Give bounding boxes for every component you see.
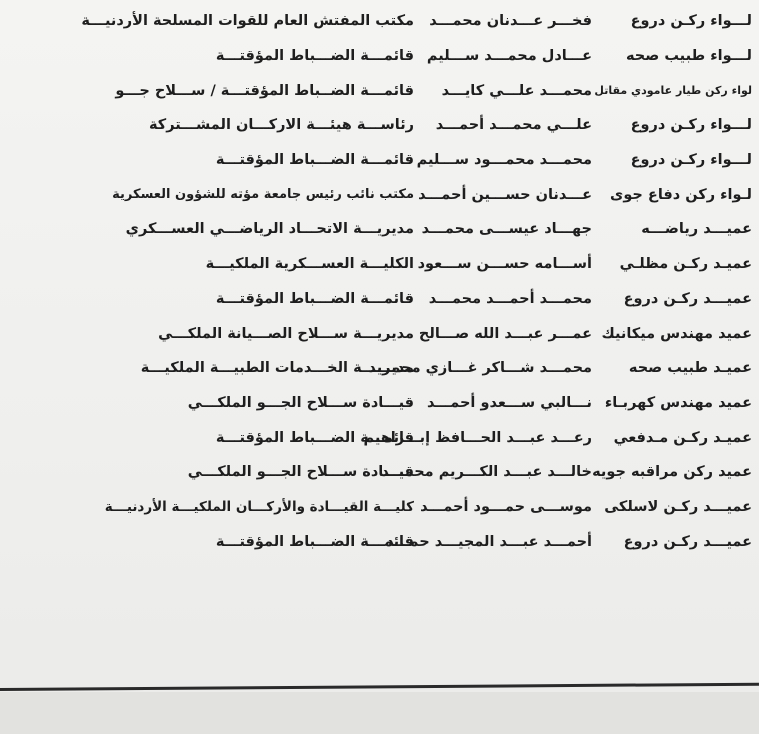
unit-cell: قائمـــة الضـــباط المؤقتـــة	[215, 533, 414, 550]
list-item	[40, 4, 752, 39]
unit-cell: مديريـــة ســـلاح الصـــيانة الملكـــي	[158, 325, 414, 342]
name-cell: محمـــد محمـــود ســـليم	[416, 152, 592, 169]
unit-cell: قائمـــة الضــباط المؤقتـــة / ســـلاح جـــو	[115, 82, 414, 99]
list-item	[40, 351, 752, 386]
list-item	[40, 420, 752, 455]
list-item	[40, 143, 752, 178]
unit-cell: رئاســـة هيئـــة الاركـــان المشـــتركة	[148, 117, 414, 134]
list-item	[40, 177, 752, 212]
list-item	[40, 212, 752, 247]
rank-cell: عميـد ركـن مظلـي	[619, 256, 752, 273]
name-cell: عـــادل محمـــد ســـليم	[426, 48, 592, 65]
rank-cell: عميـد طبيب صحه	[628, 360, 752, 377]
rank-cell: لـــواء طبيب صحه	[626, 48, 752, 65]
unit-cell: قيـــادة ســـلاح الجـــو الملكـــي	[187, 464, 414, 481]
name-cell: أســـامه حســـن ســـعود	[417, 256, 592, 273]
unit-cell: قائمـــة الضـــباط المؤقتـــة	[215, 429, 414, 446]
list-item	[40, 524, 752, 559]
name-cell: موســـى حمـــود أحمـــد	[420, 498, 592, 515]
name-cell: محمـــد شـــاكر غـــازي محمـــد	[368, 360, 592, 377]
rank-cell: عميد مهندس ميكانيك	[601, 325, 752, 342]
unit-cell: قيـــادة ســـلاح الجـــو الملكـــي	[187, 394, 414, 411]
rank-cell: عميـد ركـن مـدفعي	[613, 429, 752, 446]
unit-cell: مكتب المفتش العام للقوات المسلحة الأردنيـــة	[81, 13, 414, 30]
unit-cell: مديريـــة الاتحـــاد الرياضـــي العســـكري	[125, 221, 414, 238]
rank-cell: عميـــد ركـن دروع	[623, 533, 752, 550]
list-item	[40, 316, 752, 351]
name-cell: أحمـــد عبـــد المجيـــد حمـــد	[386, 533, 592, 550]
rank-cell: عميـــد رياضـــه	[641, 221, 752, 238]
name-cell: عمـــر عبـــد الله صـــالح	[418, 325, 592, 342]
unit-cell: الكليـــة العســـكرية الملكيـــة	[205, 256, 414, 273]
list-item	[40, 282, 752, 317]
list-item	[40, 455, 752, 490]
rank-cell: عميـــد ركـن لاسلكى	[604, 498, 752, 515]
name-cell: محمـــد أحمـــد محمـــد	[428, 290, 592, 307]
name-cell: علـــي محمـــد أحمـــد	[435, 117, 592, 134]
list-item	[40, 247, 752, 282]
rank-cell: عميد مهندس كهربـاء	[604, 394, 752, 411]
list-item	[40, 73, 752, 108]
name-cell: نـــالبي ســـعدو أحمـــد	[427, 394, 592, 411]
unit-cell: كليـــة القيـــادة والأركـــان الملكيـــة الأردنيـــة	[104, 498, 414, 515]
rank-cell: لواء ركن طيار عامودي مقاتل	[594, 84, 752, 98]
name-cell: عـــدنان حســـين أحمـــد	[418, 186, 592, 203]
name-cell: خالـــد عبـــد الكـــريم محمـــد	[381, 464, 592, 481]
rank-cell: لـــواء ركـن دروع	[630, 13, 752, 30]
rank-cell: لـــواء ركـن دروع	[630, 117, 752, 134]
list-item	[40, 39, 752, 74]
unit-cell: قائمـــة الضـــباط المؤقتـــة	[215, 290, 414, 307]
unit-cell: قائمـــة الضـــباط المؤقتـــة	[215, 48, 414, 65]
unit-cell: مكتب نائب رئيس جامعة مؤته للشؤون العسكرية	[112, 187, 414, 203]
page-edge-divider	[0, 683, 759, 691]
list-item	[40, 490, 752, 525]
rank-cell: لـواء ركن دفاع جوى	[610, 186, 752, 203]
desk-surface	[0, 692, 759, 734]
list-item	[40, 108, 752, 143]
name-cell: رعـــد عبـــد الحـــافظ إبـــراهيم	[363, 429, 592, 446]
rank-cell: عميد ركن مراقبه جويه	[592, 464, 752, 481]
rank-cell: عميـــد ركـن دروع	[623, 290, 752, 307]
rank-cell: لـــواء ركـن دروع	[630, 152, 752, 169]
name-cell: جهـــاد عيســـى محمـــد	[421, 221, 592, 238]
officer-list	[40, 4, 752, 559]
unit-cell: مديريـــة الخـــدمات الطبيـــة الملكيـــة	[140, 360, 414, 377]
unit-cell: قائمـــة الضـــباط المؤقتـــة	[215, 152, 414, 169]
name-cell: فخـــر عـــدنان محمـــد	[429, 13, 592, 30]
list-item	[40, 386, 752, 421]
name-cell: محمـــد علـــي كايـــد	[441, 82, 592, 99]
